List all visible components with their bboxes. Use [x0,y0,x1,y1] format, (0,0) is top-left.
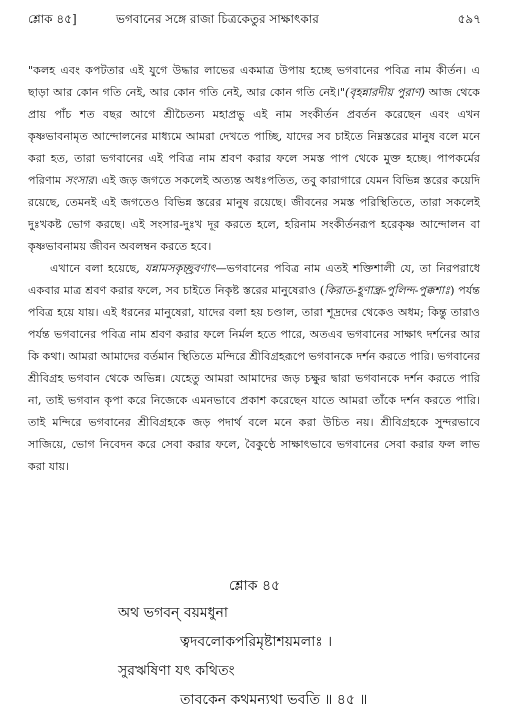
header-chapter-title: ভগবানের সঙ্গে রাজা চিত্রকেতুর সাক্ষাৎকার [116,12,319,26]
purport-text-run: এখানে বলা হয়েছে, [50,262,145,275]
verse-line-2: ত্বদবলোকপরিমৃষ্টাশয়মলাঃ । [180,634,333,650]
sanskrit-tribes: কিরাত-হূণান্ধ্র-পুলিন্দ-পুক্কশাঃ [324,284,451,297]
verse-heading: শ্লোক ৪৫ [228,578,281,594]
sanskrit-quote: যন্নামসকৃচ্ছ্রবণাৎ [144,262,216,275]
verse-line-3: সুরঋষিণা যৎ কথিতং [118,663,235,679]
header-verse-reference: শ্লোক ৪৫] [28,12,77,26]
running-header [28,8,481,30]
sanskrit-term-samsara: সংসার [64,174,94,187]
page-number: ৫৯৭ [457,12,481,26]
purport-text [28,60,480,478]
purport-text-run: । এই জড় জগতে সকলেই অত্যন্ত অধঃপতিত, তবু কারাগারে যেমন বিভিন্ন স্তরের কয়েদি রয়েছে, তেমনই এই জগতেও বিভিন্ন স্তরের মানুষ রয়েছে। জীবনের সমস্ত পরিস্থিতিতে, তারা সকলেই দুঃখকষ্ট ভোগ করছে। এই সংসার-দুঃখ দূর করতে হলে, হরিনাম সংকীর্তনরূপ হরেকৃষ্ণ আন্দোলন বা কৃষ্ণভাবনাময় জীবন অবলম্বন করতে হবে। [28,174,480,253]
purport-text-run: —ভগবানের পবিত্র নাম এতই শক্তিশালী যে, তা নিরপরাধে একবার মাত্র শ্রবণ করার ফলে, সব চাইতে নিকৃষ্ট স্তরের মানুষেরাও ( [28,262,481,297]
quote-source: (বৃহন্নারদীয় পুরাণ) [345,86,425,99]
purport-quote: "কলহ এবং কপটতার এই যুগে উদ্ধার লাভের একমাত্র উপায় হচ্ছে ভগবানের পবিত্র নাম কীর্তন। এ ছাড়া আর কোন গতি নেই, আর কোন গতি নেই, আর কোন গতি নেই।" [28,64,480,99]
verse-line-1: অথ ভগবন্ বয়মধুনা [118,605,228,621]
verse-line-4: তাবকেন কথমন্যথা ভবতি ॥ ৪৫ ॥ [180,692,368,708]
purport-text-run: ) পর্যন্ত পবিত্র হয়ে যায়। এই ধরনের মানুষেরা, যাদের বলা হয় চণ্ডাল, তারা শূদ্রদের থেকেও অধম; কিন্তু তারাও পর্যন্ত ভগবানের পবিত্র নাম শ্রবণ করার ফলে নির্মল হতে পারে, অতএব ভগবানের সাক্ষাৎ দর্শনের আর কি কথা। আমরা আমাদের বর্তমান স্থিতিতে মন্দিরে শ্রীবিগ্রহরূপে ভগবানকে দর্শন করতে পারি। ভগবানের শ্রীবিগ্রহ ভগবান থেকে অভিন্ন। যেহেতু আমরা আমাদের জড় চক্ষুর দ্বারা ভগবানকে দর্শন করতে পারি না, তাই ভগবান কৃপা করে নিজেকে এমনভাবে প্রকাশ করেছেন যাতে আমরা তাঁকে দর্শন করতে পারি। তাই মন্দিরে ভগবানের শ্রীবিগ্রহকে জড় পদার্থ বলে মনে করা উচিত নয়। শ্রীবিগ্রহকে সুন্দরভাবে সাজিয়ে, ভোগ নিবেদন করে সেবা করার ফলে, বৈকুণ্ঠে সাক্ষাৎভাবে ভগবানের সেবা করার ফল লাভ করা যায়। [28,284,480,473]
purport-text-run: আজ থেকে প্রায় পাঁচ শত বছর আগে শ্রীচৈতন্য মহাপ্রভু এই নাম সংকীর্তন প্রবর্তন করেছেন এবং এখন কৃষ্ণভাবনামৃত আন্দোলনের মাধ্যমে আমরা দেখতে পাচ্ছি, যাদের সব চাইতে নিম্নস্তরের মানুষ বলে মনে করা হত, তারা ভগবানের এই পবিত্র নাম শ্রবণ করার ফলে সমস্ত পাপ থেকে মুক্ত হচ্ছে। পাপকর্মের পরিণাম [28,86,481,187]
verse-block [0,572,509,715]
purport-paragraph-2 [28,258,480,478]
purport-paragraph-1 [28,60,480,258]
